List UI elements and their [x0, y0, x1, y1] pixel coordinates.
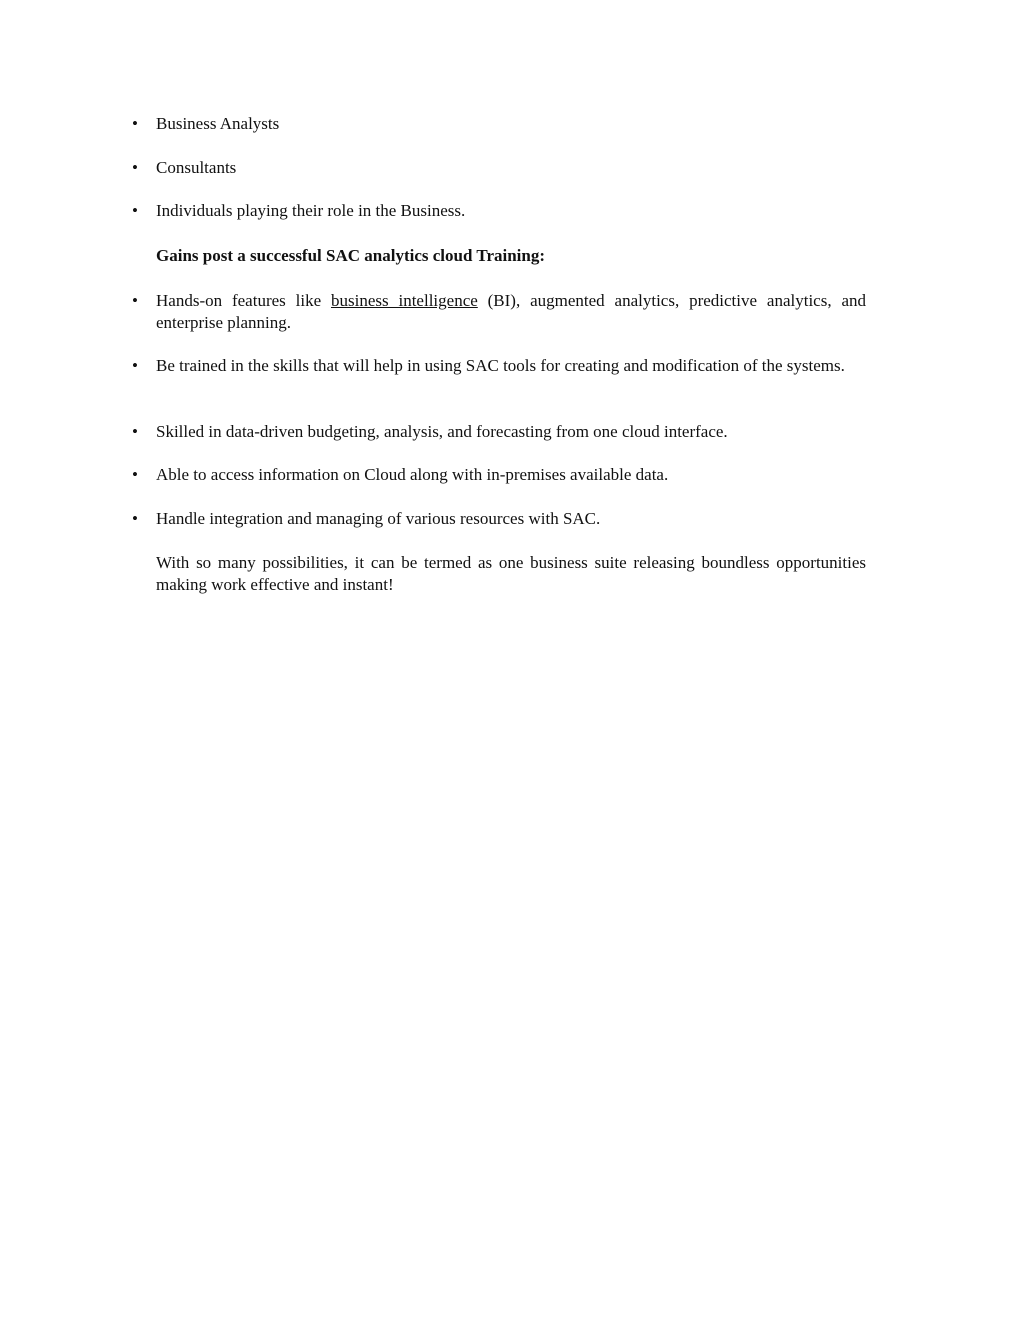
bullet-icon: • [132, 201, 138, 220]
gains-heading: Gains post a successful SAC analytics cloud Training: [156, 246, 546, 265]
gains-item-text: Skilled in data-driven budgeting, analysis, and forecasting from one cloud interface. [156, 422, 728, 441]
audience-item-text: Consultants [156, 158, 237, 177]
gains-item-skilled [132, 421, 866, 443]
bullet-icon: • [132, 291, 138, 310]
audience-item-consultants [132, 157, 866, 179]
bullet-icon: • [132, 356, 138, 375]
gains-item-trained [132, 355, 866, 377]
closing-paragraph: With so many possibilities, it can be termed as one business suite releasing boundless opportunities making work effective and instant! [156, 553, 866, 594]
bullet-icon: • [132, 509, 138, 528]
gains-item-text: Be trained in the skills that will help in using SAC tools for creating and modification of the systems. [156, 356, 845, 375]
gains-item-text-before: Hands-on features like [156, 291, 331, 310]
audience-item-individuals [132, 200, 866, 222]
bullet-icon: • [132, 158, 138, 177]
gains-item-hands-on [132, 290, 866, 334]
gains-item-integration [132, 508, 866, 530]
gains-item-access [132, 464, 866, 486]
audience-item-business-analysts [132, 113, 866, 135]
bullet-icon: • [132, 114, 138, 133]
gains-item-text: Handle integration and managing of various resources with SAC. [156, 509, 601, 528]
audience-item-text: Business Analysts [156, 114, 280, 133]
audience-item-text: Individuals playing their role in the Business. [156, 201, 466, 220]
bullet-icon: • [132, 422, 138, 441]
gains-item-text-after: (BI), augmented analytics, predictive analytics, and enterprise planning. [156, 291, 866, 332]
business-intelligence-link[interactable]: business intelligence [331, 291, 478, 310]
bullet-icon: • [132, 465, 138, 484]
gains-item-text: Able to access information on Cloud along with in-premises available data. [156, 465, 669, 484]
